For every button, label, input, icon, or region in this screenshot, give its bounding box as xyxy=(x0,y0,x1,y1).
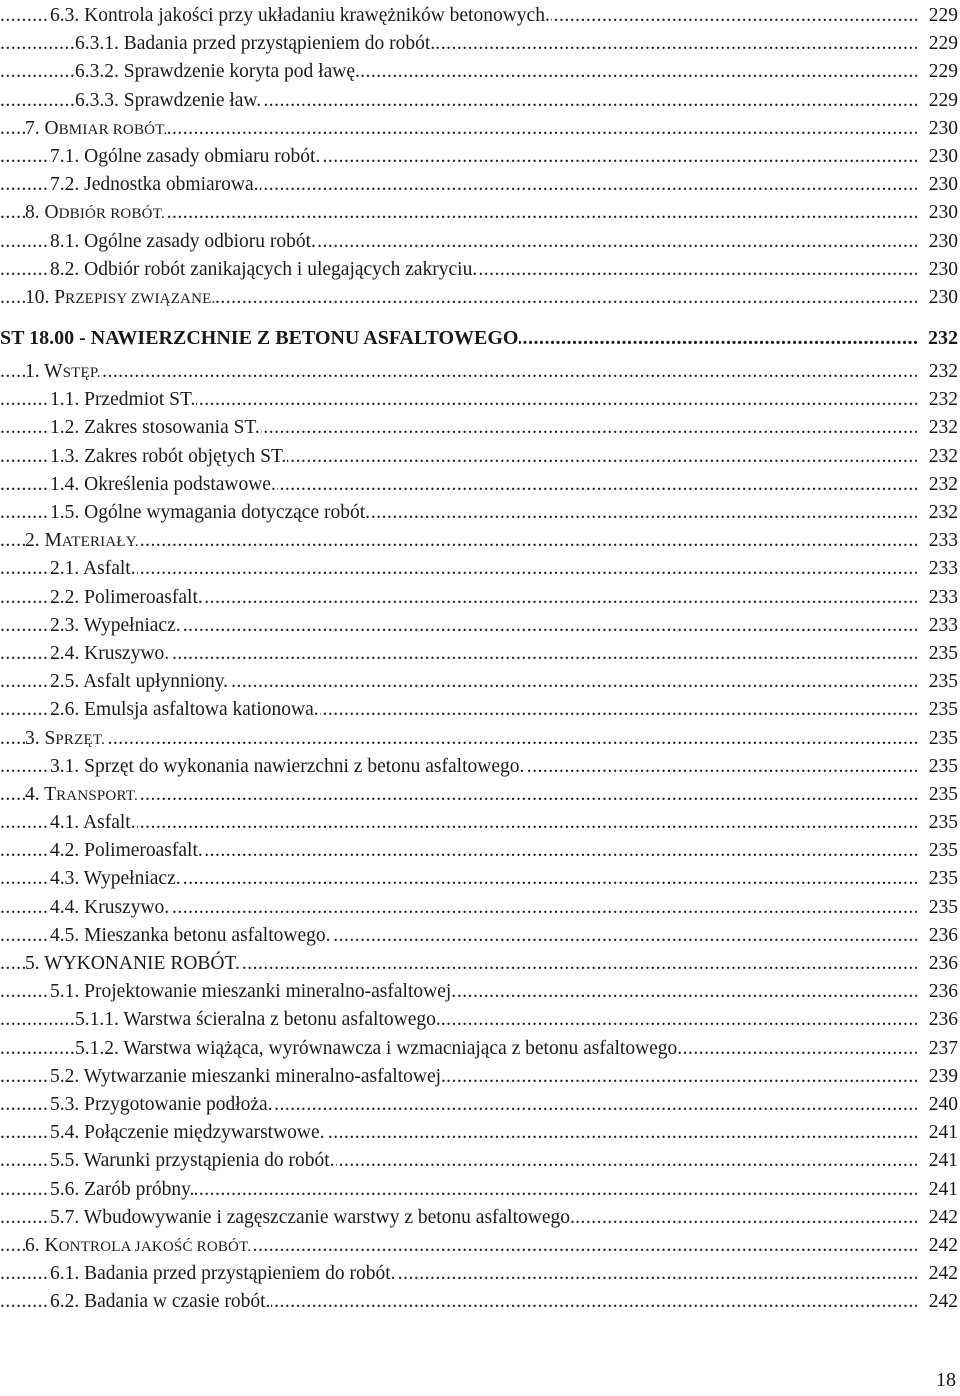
toc-entry-title xyxy=(50,1063,447,1091)
toc-entry[interactable] xyxy=(0,1035,960,1063)
toc-entry-number: 5. xyxy=(25,953,40,974)
toc-entry-text: YKONANIE ROBÓT. xyxy=(62,953,240,974)
toc-entry-text: rzygotowanie podłoża. xyxy=(94,1093,273,1115)
toc-entry-number: 5.5. xyxy=(50,1150,80,1172)
toc-entry-number: 4. xyxy=(25,783,40,805)
toc-entry-initial: O xyxy=(84,230,99,252)
toc-entry-page: 229 xyxy=(917,87,958,115)
toc-entry-number: 5.2. xyxy=(50,1065,80,1087)
toc-entry[interactable] xyxy=(0,58,960,86)
toc-entry-initial: W xyxy=(123,1009,141,1031)
toc-entry-title xyxy=(75,1006,442,1034)
toc-entry[interactable] xyxy=(0,1006,960,1034)
toc-entry-initial: W xyxy=(83,1065,102,1087)
toc-entry[interactable] xyxy=(0,1063,960,1091)
dot-leader xyxy=(0,725,918,753)
toc-entry-title xyxy=(50,2,551,30)
toc-entry[interactable] xyxy=(0,171,960,199)
toc-entry[interactable] xyxy=(0,753,960,781)
toc-entry-initial: P xyxy=(84,1122,95,1144)
toc-entry-initial: B xyxy=(84,1291,98,1313)
toc-entry-number: 7. xyxy=(25,117,40,139)
toc-entry-title xyxy=(0,320,519,356)
toc-entry-text: NAWIERZCHNIE Z BETONU ASFALTOWEGO xyxy=(90,327,519,350)
toc-entry[interactable] xyxy=(0,30,960,58)
toc-entry-number: 7.2. xyxy=(50,174,80,196)
toc-entry-title xyxy=(50,640,170,668)
toc-entry-number: 5.1. xyxy=(50,981,80,1003)
toc-entry-initial: W xyxy=(83,1150,101,1172)
toc-entry-text: rzedmiot ST. xyxy=(94,389,196,411)
toc-entry-text: olimeroasfalt. xyxy=(94,586,203,608)
toc-entry-text: dbiór robót zanikających i ulegających zakryciu. xyxy=(98,258,478,280)
toc-entry[interactable] xyxy=(0,1260,960,1288)
toc-entry-text: DBIÓR ROBÓT. xyxy=(58,206,165,223)
toc-entry[interactable] xyxy=(0,414,960,442)
toc-entry-initial: E xyxy=(84,699,97,721)
toc-entry-text: sfalt. xyxy=(97,558,136,580)
toc-entry-initial: K xyxy=(84,5,99,26)
toc-entry-page: 233 xyxy=(917,584,958,612)
toc-entry[interactable] xyxy=(0,143,960,171)
toc-entry-page: 242 xyxy=(917,1232,958,1260)
toc-entry-page: 233 xyxy=(917,612,958,640)
toc-entry[interactable] xyxy=(0,584,960,612)
toc-entry-number: 8.1. xyxy=(50,230,80,252)
toc-entry-title xyxy=(50,978,457,1006)
toc-entry-page: 235 xyxy=(917,781,958,809)
toc-entry-text: olimeroasfalt. xyxy=(94,840,203,862)
toc-entry-initial: B xyxy=(84,1263,98,1285)
toc-entry-initial: A xyxy=(83,812,98,834)
toc-entry-number: 2.1. xyxy=(50,558,80,580)
toc-entry-number: 4.1. xyxy=(50,812,80,834)
toc-entry-initial: O xyxy=(84,145,99,167)
table-of-contents xyxy=(0,2,960,1316)
toc-entry-number: 1.2. xyxy=(50,417,80,439)
toc-entry-page: 242 xyxy=(917,1204,958,1232)
toc-entry-number: 6.3.1. xyxy=(75,33,119,55)
toc-entry-initial: P xyxy=(84,840,95,862)
toc-entry-title xyxy=(50,612,182,640)
toc-entry[interactable] xyxy=(0,2,960,30)
toc-entry-title xyxy=(75,1035,683,1063)
toc-entry-title xyxy=(50,894,170,922)
toc-entry[interactable] xyxy=(0,1204,960,1232)
toc-entry-text: arunki przystąpienia do robót. xyxy=(100,1150,335,1172)
toc-entry-initial: K xyxy=(44,1234,59,1256)
toc-entry-initial: Z xyxy=(84,1178,97,1200)
toc-entry-title xyxy=(50,471,277,499)
toc-entry[interactable] xyxy=(0,978,960,1006)
toc-entry-text: prawdzenie ław. xyxy=(134,89,262,111)
toc-entry-number: 8. xyxy=(25,202,40,224)
toc-entry-number: 2.4. xyxy=(50,642,80,664)
toc-entry-number: 6.3.2. xyxy=(75,61,119,83)
toc-entry-initial: M xyxy=(44,530,62,552)
toc-entry-initial: W xyxy=(123,1037,141,1059)
toc-entry-text: adania przed przystąpieniem do robót. xyxy=(136,33,436,55)
toc-entry-number: 7.1. xyxy=(50,145,80,167)
toc-entry-text: gólne wymagania dotyczące robót. xyxy=(98,502,371,523)
toc-entry-text: prawdzenie koryta pod ławę. xyxy=(134,61,360,83)
toc-entry-initial: W xyxy=(83,868,102,890)
toc-entry-number: ST 18.00 - xyxy=(0,327,86,350)
toc-entry-number: 2. xyxy=(25,530,40,552)
toc-entry[interactable] xyxy=(0,555,960,583)
toc-entry[interactable] xyxy=(0,87,960,115)
toc-entry-title xyxy=(50,809,137,837)
toc-entry-number: 2.3. xyxy=(50,614,80,636)
toc-entry-initial: P xyxy=(84,1093,95,1115)
toc-entry-number: 5.7. xyxy=(50,1206,80,1228)
toc-entry-text: ołączenie międzywarstwowe. xyxy=(94,1122,325,1144)
toc-entry-page: 236 xyxy=(917,922,958,950)
toc-entry-initial: Z xyxy=(84,445,97,467)
toc-entry[interactable] xyxy=(0,471,960,499)
toc-entry-text: ypełniacz. xyxy=(101,868,181,890)
toc-entry-text: ATERIAŁY. xyxy=(61,534,139,551)
toc-entry-initial: K xyxy=(84,642,99,664)
toc-entry-page: 229 xyxy=(917,58,958,86)
toc-entry[interactable] xyxy=(0,1288,960,1316)
toc-entry-page: 232 xyxy=(917,320,958,356)
toc-entry[interactable] xyxy=(0,612,960,640)
toc-entry[interactable] xyxy=(0,1147,960,1175)
toc-entry[interactable] xyxy=(0,1232,960,1260)
toc-entry-title xyxy=(25,358,102,387)
toc-entry[interactable] xyxy=(0,809,960,837)
toc-entry-number: 3.1. xyxy=(50,755,80,777)
toc-entry-number: 2.2. xyxy=(50,586,80,608)
toc-entry-number: 2.6. xyxy=(50,699,80,721)
toc-entry-title xyxy=(50,1288,271,1316)
toc-entry-text: arstwa wiążąca, wyrównawcza i wzmacniająca z betonu asfaltowego. xyxy=(140,1037,683,1059)
toc-entry[interactable] xyxy=(0,386,960,414)
dot-leader xyxy=(0,809,918,837)
toc-entry-number: 4.3. xyxy=(50,868,80,890)
toc-entry-title xyxy=(50,256,478,284)
toc-entry-initial: O xyxy=(84,258,99,280)
toc-entry-page: 242 xyxy=(917,1288,958,1316)
toc-entry-text: arstwa ścieralna z betonu asfaltowego. xyxy=(140,1009,441,1031)
toc-entry[interactable] xyxy=(0,865,960,893)
toc-entry-initial: J xyxy=(84,174,92,196)
toc-entry-initial: W xyxy=(83,1206,103,1228)
toc-entry-page: 232 xyxy=(917,471,958,499)
toc-entry-number: 6. xyxy=(25,1234,40,1256)
toc-entry[interactable] xyxy=(0,115,960,143)
toc-entry-number: 6.3. xyxy=(50,5,80,26)
toc-entry[interactable] xyxy=(0,1119,960,1147)
toc-entry-title xyxy=(25,781,139,810)
toc-entry-title xyxy=(75,87,262,115)
toc-entry-initial: P xyxy=(54,286,66,308)
toc-entry-text: mulsja asfaltowa kationowa. xyxy=(96,699,319,721)
toc-entry-page: 239 xyxy=(917,1063,958,1091)
toc-entry-page: 230 xyxy=(917,199,958,227)
toc-entry[interactable] xyxy=(0,640,960,668)
toc-entry-title xyxy=(50,1119,326,1147)
toc-entry[interactable] xyxy=(0,781,960,809)
toc-entry-text: sfalt. xyxy=(97,812,136,834)
toc-entry-page: 236 xyxy=(917,950,958,978)
toc-entry-title xyxy=(50,1260,397,1288)
toc-entry-title xyxy=(50,1176,195,1204)
toc-entry-title xyxy=(50,499,371,527)
toc-entry-page: 235 xyxy=(917,668,958,696)
toc-entry-page: 230 xyxy=(917,171,958,199)
toc-entry-title xyxy=(50,753,525,781)
toc-entry-text: ontrola jakości przy układaniu krawężników betonowych. xyxy=(98,5,550,26)
page-number: 18 xyxy=(936,1369,956,1391)
toc-entry-text: gólne zasady odbioru robót. xyxy=(98,230,316,252)
toc-entry-number: 2.5. xyxy=(50,671,80,693)
toc-entry[interactable] xyxy=(0,725,960,753)
toc-entry-number: 6.3.3. xyxy=(75,89,119,111)
toc-entry-page: 241 xyxy=(917,1119,958,1147)
toc-entry-text: gólne zasady obmiaru robót. xyxy=(98,145,321,167)
toc-entry-page: 241 xyxy=(917,1147,958,1175)
toc-entry-title xyxy=(50,1204,576,1232)
toc-entry-page: 236 xyxy=(917,978,958,1006)
toc-entry-text: ypełniacz. xyxy=(101,614,181,636)
toc-entry-number: 10. xyxy=(25,286,50,308)
toc-entry-page: 229 xyxy=(917,30,958,58)
toc-entry-number: 3. xyxy=(25,727,40,749)
toc-entry-initial: A xyxy=(83,671,98,693)
dot-leader xyxy=(0,555,918,583)
toc-entry-initial: O xyxy=(84,502,99,523)
toc-entry-text: kreślenia podstawowe. xyxy=(98,473,276,495)
toc-entry-initial: Z xyxy=(84,417,97,439)
toc-entry-initial: T xyxy=(44,783,57,805)
toc-entry-title xyxy=(75,30,436,58)
toc-entry-initial: S xyxy=(123,89,135,111)
toc-entry-page: 232 xyxy=(917,358,958,386)
toc-entry-title xyxy=(50,555,137,583)
toc-entry-title xyxy=(50,143,321,171)
toc-entry-title xyxy=(50,922,332,950)
toc-entry-initial: P xyxy=(84,389,95,411)
toc-entry-title xyxy=(25,527,140,556)
toc-entry-text: STĘP. xyxy=(62,365,101,382)
toc-entry-text: akres stosowania ST. xyxy=(96,417,260,439)
toc-entry-page: 242 xyxy=(917,1260,958,1288)
toc-entry-page: 237 xyxy=(917,1035,958,1063)
toc-entry-number: 5.1.2. xyxy=(75,1037,119,1059)
toc-entry-page: 229 xyxy=(917,2,958,30)
toc-entry-text: RZEPISY ZWIĄZANE. xyxy=(65,290,216,307)
toc-entry-number: 1. xyxy=(25,361,40,383)
toc-entry-page: 230 xyxy=(917,228,958,256)
toc-entry[interactable] xyxy=(0,228,960,256)
toc-entry-text: sfalt upłynniony. xyxy=(97,671,229,693)
toc-entry-initial: B xyxy=(123,33,137,55)
toc-entry-page: 240 xyxy=(917,1091,958,1119)
toc-entry-title xyxy=(50,696,320,724)
toc-entry-text: adania w czasie robót. xyxy=(97,1291,271,1313)
toc-entry-page: 230 xyxy=(917,284,958,312)
toc-entry-page: 230 xyxy=(917,115,958,143)
toc-entry-page: 232 xyxy=(917,499,958,527)
toc-entry-page: 233 xyxy=(917,555,958,583)
toc-entry-text: budowywanie i zagęszczanie warstwy z betonu asfaltowego. xyxy=(102,1206,575,1228)
toc-entry-text: przęt do wykonania nawierzchni z betonu asfaltowego. xyxy=(94,755,525,777)
toc-entry[interactable] xyxy=(0,837,960,865)
toc-entry-number: 6.2. xyxy=(50,1291,80,1313)
toc-entry-text: ruszywo. xyxy=(98,896,170,918)
toc-entry-title xyxy=(50,228,317,256)
toc-entry-number: 5.4. xyxy=(50,1122,80,1144)
toc-entry-text: ruszywo. xyxy=(98,642,170,664)
toc-entry[interactable] xyxy=(0,443,960,471)
toc-entry-number: 5.3. xyxy=(50,1093,80,1115)
toc-entry-page: 232 xyxy=(917,414,958,442)
toc-entry-text: ytwarzanie mieszanki mineralno-asfaltowej. xyxy=(101,1065,446,1087)
toc-entry-title xyxy=(50,1091,274,1119)
toc-entry-title xyxy=(25,950,241,978)
toc-entry-initial: W xyxy=(83,614,102,636)
toc-entry-text: arób próbny. xyxy=(96,1178,195,1200)
toc-entry[interactable] xyxy=(0,320,960,356)
toc-entry-number: 5.1.1. xyxy=(75,1009,119,1031)
toc-entry[interactable] xyxy=(0,527,960,555)
toc-entry[interactable] xyxy=(0,1091,960,1119)
toc-entry-initial: O xyxy=(44,117,59,139)
toc-entry-title xyxy=(50,584,204,612)
toc-entry[interactable] xyxy=(0,256,960,284)
toc-entry-page: 235 xyxy=(917,809,958,837)
toc-entry-title xyxy=(50,668,229,696)
toc-entry-page: 235 xyxy=(917,837,958,865)
toc-entry-number: 1.4. xyxy=(50,473,80,495)
toc-entry-title xyxy=(50,837,204,865)
toc-entry-page: 232 xyxy=(917,443,958,471)
toc-entry-title xyxy=(75,58,361,86)
toc-entry-text: adania przed przystąpieniem do robót. xyxy=(97,1263,396,1285)
toc-entry-initial: S xyxy=(84,755,95,777)
toc-entry[interactable] xyxy=(0,358,960,386)
toc-entry-page: 230 xyxy=(917,256,958,284)
toc-entry-initial: S xyxy=(123,61,135,83)
toc-entry-text: akres robót objętych ST. xyxy=(96,445,287,467)
toc-entry[interactable] xyxy=(0,696,960,724)
toc-entry-number: 6.1. xyxy=(50,1263,80,1285)
toc-entry-title xyxy=(50,386,196,414)
toc-entry-text: ednostka obmiarowa. xyxy=(91,174,259,196)
toc-entry-title xyxy=(50,1147,336,1175)
toc-entry-title xyxy=(25,199,166,228)
toc-entry-text: BMIAR ROBÓT. xyxy=(58,121,168,138)
toc-entry-text: ieszanka betonu asfaltowego. xyxy=(101,924,331,946)
toc-entry-number: 4.4. xyxy=(50,896,80,918)
toc-entry-initial: W xyxy=(44,361,63,383)
toc-entry-title xyxy=(50,443,287,471)
toc-entry[interactable] xyxy=(0,199,960,227)
toc-entry-number: 1.5. xyxy=(50,502,80,523)
toc-entry-number: 5.6. xyxy=(50,1178,80,1200)
toc-entry[interactable] xyxy=(0,894,960,922)
toc-entry[interactable] xyxy=(0,1176,960,1204)
toc-entry-page: 235 xyxy=(917,753,958,781)
toc-entry-text: rojektowanie mieszanki mineralno-asfaltowej. xyxy=(94,981,457,1003)
toc-entry[interactable] xyxy=(0,950,960,978)
toc-entry-title xyxy=(25,1232,252,1261)
toc-entry-number: 4.5. xyxy=(50,924,80,946)
toc-entry-title xyxy=(25,725,106,754)
toc-entry-title xyxy=(50,865,182,893)
toc-entry-initial: O xyxy=(44,202,59,224)
toc-entry-initial: M xyxy=(84,924,102,946)
toc-entry-initial: A xyxy=(83,558,98,580)
toc-entry-number: 8.2. xyxy=(50,258,80,280)
toc-entry-text: PRZĘT. xyxy=(55,731,106,748)
toc-entry[interactable] xyxy=(0,499,960,527)
toc-entry[interactable] xyxy=(0,922,960,950)
toc-entry[interactable] xyxy=(0,668,960,696)
toc-entry-page: 235 xyxy=(917,865,958,893)
toc-entry-number: 1.1. xyxy=(50,389,80,411)
toc-entry-initial: K xyxy=(84,896,99,918)
toc-entry-initial: O xyxy=(84,473,99,495)
toc-entry-title xyxy=(50,171,260,199)
toc-entry-initial: S xyxy=(44,727,56,749)
toc-entry-text: RANSPORT. xyxy=(56,787,138,804)
toc-entry-text: ONTROLA JAKOŚĆ ROBÓT. xyxy=(58,1238,252,1255)
toc-entry-initial: W xyxy=(44,953,63,974)
toc-entry-initial: P xyxy=(84,586,95,608)
toc-entry-page: 241 xyxy=(917,1176,958,1204)
toc-entry-page: 235 xyxy=(917,696,958,724)
toc-entry-initial: P xyxy=(84,981,95,1003)
toc-entry-page: 233 xyxy=(917,527,958,555)
toc-entry-page: 235 xyxy=(917,640,958,668)
toc-entry-page: 235 xyxy=(917,894,958,922)
toc-entry-title xyxy=(25,284,216,313)
dot-leader xyxy=(0,358,918,386)
toc-entry-title xyxy=(25,115,168,144)
toc-entry[interactable] xyxy=(0,284,960,312)
toc-entry-number: 1.3. xyxy=(50,445,80,467)
toc-entry-number: 4.2. xyxy=(50,840,80,862)
toc-entry-page: 236 xyxy=(917,1006,958,1034)
toc-entry-title xyxy=(50,414,261,442)
toc-entry-page: 230 xyxy=(917,143,958,171)
toc-entry-page: 232 xyxy=(917,386,958,414)
toc-entry-page: 235 xyxy=(917,725,958,753)
